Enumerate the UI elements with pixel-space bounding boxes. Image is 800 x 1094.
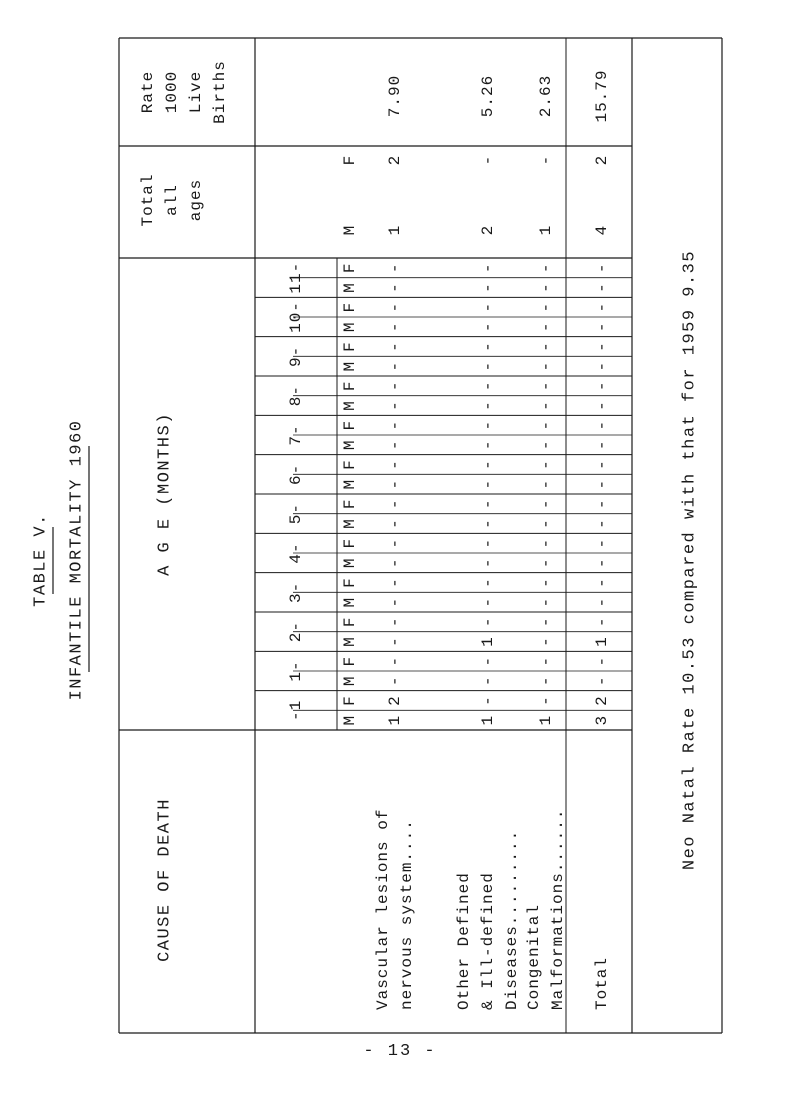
age-value-f: 2: [593, 695, 611, 706]
age-value-f: -: [537, 655, 555, 667]
age-value-f: -: [479, 301, 497, 313]
age-value-f: -: [593, 380, 611, 392]
rate-header-line: Rate: [139, 70, 157, 114]
age-value-f: -: [386, 655, 404, 667]
age-value-m: -: [386, 478, 404, 490]
sex-label-f: F: [341, 695, 359, 706]
cause-text: Other Defined: [455, 872, 473, 1010]
age-value-m: -: [593, 439, 611, 451]
age-value-f: -: [593, 341, 611, 352]
sex-label-f: F: [341, 419, 359, 431]
sex-label-f: F: [341, 655, 359, 667]
rate-header-line: Live: [187, 70, 205, 114]
age-value-m: -: [593, 478, 611, 490]
age-value-m: -: [479, 360, 497, 372]
age-value-f: -: [479, 419, 497, 431]
rate-value: 15.79: [593, 69, 611, 123]
sex-label-m: M: [341, 321, 359, 333]
rate-value: 7.90: [386, 74, 404, 118]
age-group-label: 3-: [287, 581, 305, 603]
sex-label-f: F: [341, 301, 359, 313]
age-value-m: -: [537, 675, 555, 687]
age-value-m: -: [386, 518, 404, 529]
age-value-f: -: [593, 655, 611, 667]
age-value-f: -: [479, 655, 497, 667]
cause-text: nervous system....: [398, 819, 416, 1010]
age-value-f: -: [537, 341, 555, 352]
age-value-m: -: [537, 360, 555, 372]
age-value-m: -: [593, 360, 611, 372]
age-value-f: -: [537, 459, 555, 470]
age-value-f: -: [386, 498, 405, 510]
cause-text: Diseases.........: [503, 829, 521, 1010]
total-f-value: -: [479, 154, 497, 166]
age-value-m: -: [479, 400, 497, 411]
sex-label-m: M: [341, 596, 359, 608]
age-value-m: -: [593, 400, 611, 411]
sex-label-f: F: [341, 341, 359, 352]
age-value-m: 3: [593, 714, 611, 726]
total-m-value: 1: [537, 224, 555, 236]
total-f-value: 2: [593, 154, 611, 166]
sex-label-m: M: [341, 360, 359, 372]
age-value-f: -: [386, 341, 404, 352]
age-value-m: -: [593, 596, 611, 608]
sex-label-f: F: [341, 498, 360, 510]
age-value-f: -: [537, 537, 555, 549]
age-value-m: -: [479, 675, 497, 687]
age-value-m: -: [537, 478, 555, 490]
age-value-m: -: [386, 360, 404, 372]
cause-text: Total: [593, 956, 611, 1010]
age-value-m: -: [386, 675, 404, 687]
total-sex-f: F: [341, 154, 359, 166]
cause-header: CAUSE OF DEATH: [155, 798, 175, 962]
age-value-m: -: [386, 400, 404, 411]
sex-label-f: F: [341, 459, 359, 470]
age-value-m: -: [537, 518, 555, 529]
sex-label-f: F: [341, 537, 359, 549]
age-value-m: 1: [386, 714, 404, 726]
age-value-m: 1: [537, 714, 555, 726]
age-value-m: -: [386, 557, 404, 569]
age-value-m: 1: [479, 714, 497, 726]
age-value-f: -: [479, 341, 497, 352]
age-value-m: -: [479, 439, 497, 451]
age-value-f: -: [386, 301, 404, 313]
sex-label-f: F: [341, 262, 359, 274]
total-header-line: all: [163, 184, 181, 216]
age-value-f: -: [537, 577, 555, 588]
rate-header-line: 1000: [163, 70, 181, 114]
age-group-label: 1-: [287, 660, 305, 682]
sex-label-m: M: [341, 478, 359, 490]
age-value-m: -: [386, 636, 404, 647]
age-value-f: -: [593, 419, 611, 431]
age-group-label: 5-: [287, 503, 305, 525]
age-value-f: 2: [386, 695, 404, 706]
age-value-m: -: [386, 282, 404, 293]
age-group-label: 4-: [287, 542, 305, 564]
age-value-f: -: [537, 301, 555, 313]
age-value-m: -: [537, 636, 555, 647]
age-value-f: -: [479, 262, 497, 274]
age-value-m: -: [386, 321, 404, 333]
age-header: A G E (MONTHS): [155, 412, 175, 576]
total-f-value: -: [537, 154, 555, 166]
age-value-f: -: [479, 537, 497, 549]
cause-text: Congenital: [525, 903, 543, 1010]
age-value-f: -: [386, 459, 404, 470]
age-value-m: -: [537, 557, 555, 569]
age-value-m: -: [537, 282, 555, 293]
age-value-f: -: [479, 380, 497, 392]
age-value-m: -: [593, 321, 611, 333]
age-value-f: -: [593, 537, 611, 549]
age-value-m: -: [479, 557, 497, 569]
total-m-value: 1: [386, 224, 404, 236]
sex-label-m: M: [341, 675, 359, 687]
sex-label-m: M: [341, 282, 359, 293]
age-value-f: -: [386, 537, 404, 549]
age-value-m: -: [479, 321, 497, 333]
age-group-label: 11-: [287, 261, 305, 294]
age-value-m: -: [593, 557, 611, 569]
age-value-f: -: [386, 419, 404, 431]
age-value-f: -: [593, 459, 611, 470]
age-value-m: -: [479, 518, 497, 529]
neo-natal-footnote: Neo Natal Rate 10.53 compared with that for 1959 9.35: [680, 249, 700, 871]
age-value-f: -: [479, 498, 498, 510]
age-value-m: -: [479, 596, 497, 608]
age-value-m: -: [479, 282, 497, 293]
age-value-f: -: [593, 262, 611, 274]
age-value-m: -: [537, 321, 555, 333]
rate-value: 5.26: [479, 74, 497, 118]
age-value-f: -: [537, 419, 555, 431]
age-value-m: 1: [593, 636, 611, 647]
sex-label-m: M: [341, 557, 359, 569]
age-value-f: -: [537, 616, 555, 628]
age-value-f: -: [593, 616, 611, 628]
age-value-f: -: [593, 301, 611, 313]
age-value-f: -: [479, 459, 497, 470]
age-value-f: -: [386, 380, 404, 392]
age-value-m: -: [593, 282, 611, 293]
total-f-value: 2: [386, 154, 404, 166]
age-group-label: 2-: [287, 621, 305, 643]
age-value-f: -: [593, 577, 611, 588]
age-value-m: -: [537, 439, 555, 451]
cause-text: Malformations......: [549, 808, 567, 1010]
age-value-f: -: [386, 262, 404, 274]
age-value-f: -: [537, 380, 555, 392]
age-value-m: -: [479, 478, 497, 490]
total-m-value: 4: [593, 224, 611, 236]
sex-label-m: M: [341, 400, 359, 411]
total-m-value: 2: [479, 224, 497, 236]
sex-label-f: F: [341, 616, 359, 628]
total-header-line: ages: [187, 178, 205, 222]
age-value-m: -: [537, 400, 555, 411]
age-value-f: -: [386, 616, 404, 628]
age-value-m: -: [386, 439, 404, 451]
total-header-line: Total: [139, 173, 157, 227]
age-value-f: -: [479, 616, 497, 628]
age-value-f: -: [386, 577, 404, 588]
sex-label-m: M: [341, 518, 359, 529]
age-value-m: -: [386, 596, 404, 608]
age-value-m: -: [593, 675, 611, 687]
cause-text: Vascular lesions of: [374, 808, 392, 1010]
cause-text: & Ill-defined: [479, 872, 497, 1010]
age-value-f: -: [593, 498, 611, 510]
sex-label-f: F: [341, 577, 359, 588]
age-value-f: -: [537, 695, 555, 706]
age-group-label: 9-: [287, 345, 305, 367]
table-title: INFANTILE MORTALITY 1960: [67, 419, 87, 701]
rate-header-line: Births: [211, 60, 229, 124]
age-value-f: -: [479, 695, 497, 706]
rate-value: 2.63: [537, 74, 555, 118]
sex-label-m: M: [341, 439, 359, 451]
sex-label-f: F: [341, 380, 359, 392]
age-value-m: 1: [479, 636, 497, 647]
page-number: - 13 -: [363, 1042, 437, 1061]
age-value-f: -: [537, 262, 555, 274]
age-value-f: -: [479, 577, 497, 588]
age-group-label: 8-: [287, 385, 305, 407]
age-value-m: -: [537, 596, 555, 608]
age-group-label: 6-: [287, 463, 305, 485]
age-group-label: 10-: [287, 301, 305, 333]
sex-label-m: M: [341, 714, 359, 726]
age-value-f: -: [537, 498, 555, 510]
table-label: TABLE V.: [31, 513, 51, 607]
age-group-label: -1: [287, 699, 305, 721]
age-group-label: 7-: [287, 424, 305, 446]
age-value-m: -: [593, 518, 611, 529]
sex-label-m: M: [341, 636, 359, 647]
total-sex-m: M: [341, 224, 359, 236]
